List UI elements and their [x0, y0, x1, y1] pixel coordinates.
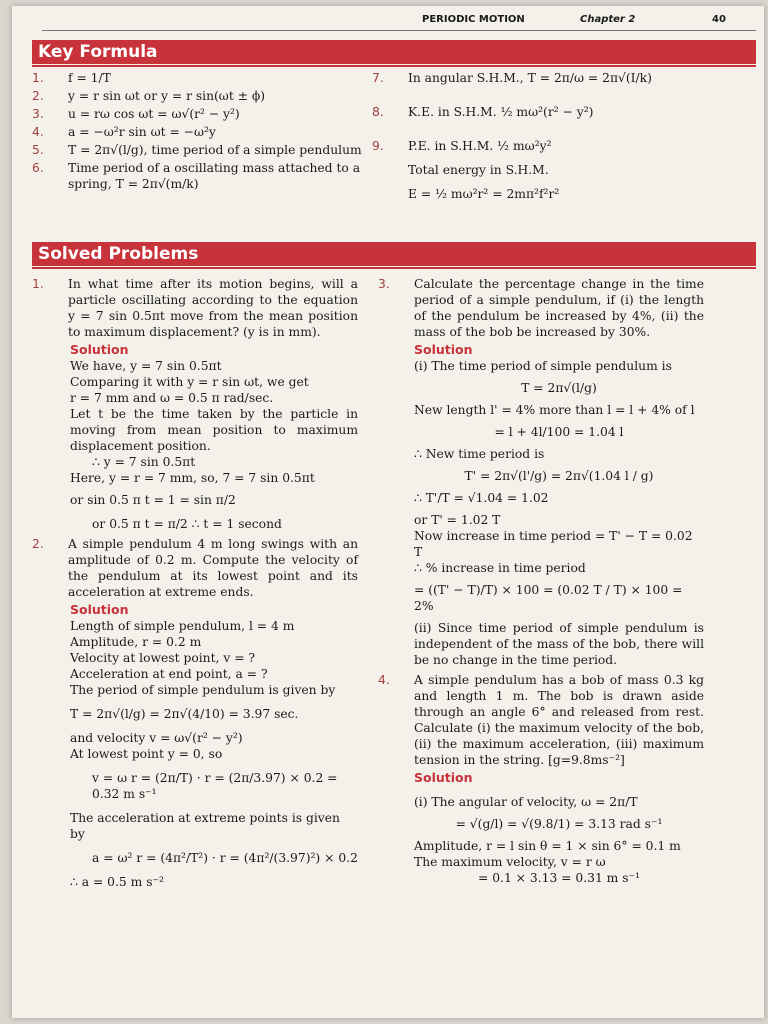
solution-label: Solution [70, 342, 129, 357]
formula-item: 8. K.E. in S.H.M. ½ mω²(r² − y²) [372, 105, 594, 119]
formula-item: 7. In angular S.H.M., T = 2π/ω = 2π√(I/k) [372, 71, 652, 85]
formula-item: 1. f = 1/T [32, 71, 111, 85]
formula-item: 9. P.E. in S.H.M. ½ mω²y² [372, 139, 552, 153]
solution-label: Solution [414, 770, 473, 785]
running-header-title: PERIODIC MOTION [422, 14, 525, 25]
solved-right-column [378, 276, 704, 886]
formula-item: E = ½ mω²r² = 2mπ²f²r² [408, 187, 560, 201]
problem-3: 3. Calculate the percentage change in the time period of a simple pendulum, if (i) the length of the pendulum be increased by 4%, (ii) the mass of the bob be increased by 30%. [378, 277, 704, 339]
solved-problems-heading: Solved Problems [32, 242, 756, 266]
solution-4: Solution (i) The angular of velocity, ω = 2π/T = √(g/l) = √(9.8/1) = 3.13 rad s⁻¹ Amplitude, r = l sin θ = 1 × sin 6° = 0.1 m The maximum velocity, v = r ω = 0.1 × 3.13 = 0.31 m s⁻¹ [378, 770, 704, 886]
page-number: 40 [712, 14, 726, 25]
solution-1: Solution We have, y = 7 sin 0.5πt Comparing it with y = r sin ωt, we get r = 7 mm and ω = 0.5 π rad/sec. Let t be the time taken by the particle in moving from mean position to maximum displacement position. ∴ y = 7 sin 0.5πt Here, y = r = 7 mm, so, 7 = 7 sin 0.5πt or sin 0.5 π t = 1 = sin π/2 or 0.5 π t = π/2 ∴ t = 1 second [70, 342, 358, 531]
solution-3: Solution (i) The time period of simple pendulum is T = 2π√(l/g) New length l' = 4% more than l = l + 4% of l = l + 4l/100 = 1.04 l ∴ New time period is T' = 2π√(l'/g) = 2π√(1.04 l / g) ∴ T'/T = √1.04 = 1.02 or T' = 1.02 T Now increase in time period = T' − T = 0.02 T ∴ % increase in time period = ((T' − T)/T) × 100 = (0.02 T / T) × 100 = 2% (ii) Since time period of simple pendulum is independent of the mass of the bob, there will be no change in the time period. [414, 342, 704, 667]
solved-left-column [32, 276, 358, 890]
problem-1: 1. In what time after its motion begins, will a particle oscillating according to the equation y = 7 sin 0.5πt move from the mean position to maximum displacement? (y is in mm). [32, 277, 358, 339]
problem-2: 2. A simple pendulum 4 m long swings with an amplitude of 0.2 m. Compute the velocity of the pendulum at its lowest point and its acceleration at extreme ends. [32, 537, 358, 599]
key-formula-left [32, 70, 372, 194]
formula-item: Total energy in S.H.M. [408, 163, 549, 177]
key-formula-heading: Key Formula [32, 40, 756, 64]
formula-item: 2. y = r sin ωt or y = r sin(ωt ± ϕ) [32, 89, 266, 103]
textbook-page [12, 6, 764, 1018]
header-rule [42, 30, 756, 31]
problem-4: 4. A simple pendulum has a bob of mass 0.3 kg and length 1 m. The bob is drawn aside through an angle 6° and released from rest. Calculate (i) the maximum velocity of the bob, (ii) the maximum acceleration, (iii) maximum tension in the string. [g=9.8ms⁻²] [378, 673, 704, 767]
solution-label: Solution [70, 602, 129, 617]
key-formula-right [372, 70, 742, 204]
running-header-chapter: Chapter 2 [580, 14, 636, 25]
formula-item: 4. a = −ω²r sin ωt = −ω²y [32, 125, 216, 139]
formula-item: 3. u = rω cos ωt = ω√(r² − y²) [32, 107, 240, 121]
formula-item: 5. T = 2π√(l/g), time period of a simple pendulum [32, 143, 362, 157]
solution-label: Solution [414, 342, 473, 357]
solution-2: Solution Length of simple pendulum, l = 4 m Amplitude, r = 0.2 m Velocity at lowest point, v = ? Acceleration at end point, a = ? The period of simple pendulum is given by T = 2π√(l/g) = 2π√(4/10) = 3.97 sec. and velocity v = ω√(r² − y²) At lowest point y = 0, so v = ω r = (2π/T) · r = (2π/3.97) × 0.2 = 0.32 m s⁻¹ The acceleration at extreme points is given by a = ω² r = (4π²/T²) · r = (4π²/(3.97)²) × 0.2 ∴ a = 0.5 m s⁻² [70, 602, 358, 889]
formula-item: 6. Time period of a oscillating mass attached to a spring, T = 2π√(m/k) [32, 161, 361, 191]
